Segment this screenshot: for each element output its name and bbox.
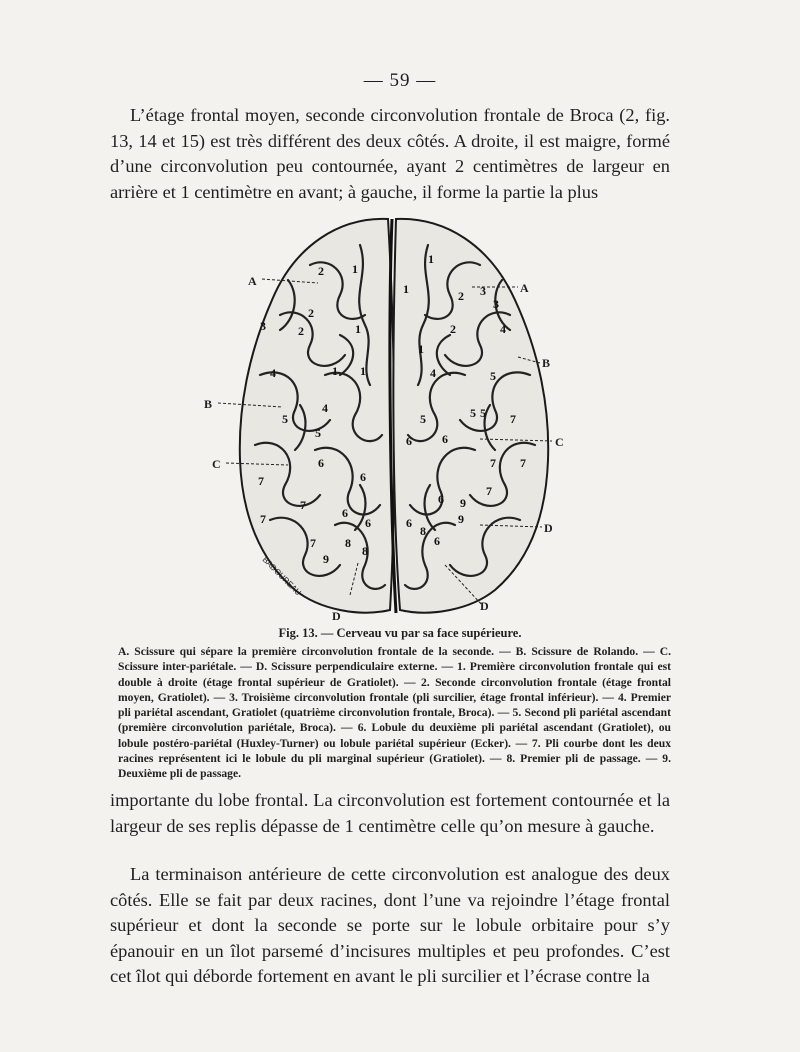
svg-text:7: 7	[510, 412, 516, 426]
svg-text:7: 7	[258, 474, 264, 488]
svg-text:8: 8	[362, 544, 368, 558]
svg-text:4: 4	[322, 401, 328, 415]
svg-text:7: 7	[310, 536, 316, 550]
top-paragraph: L’étage frontal moyen, seconde circonvolution frontale de Broca (2, fig. 13, 14 et 15) est très différent des deux côtés. A droite, il est maigre, formé d’une circonvolution peu contournée, ayant 2 centimètres de largeur en arrière et 1 centimètre en avant; à gauche, il forme la partie la plus	[110, 105, 670, 202]
svg-text:1: 1	[352, 262, 358, 276]
svg-text:1: 1	[332, 364, 338, 378]
svg-text:4: 4	[500, 322, 506, 336]
svg-text:6: 6	[360, 470, 366, 484]
label-d-bottom-left: D	[332, 609, 341, 623]
label-c-left: C	[212, 457, 221, 471]
svg-text:7: 7	[490, 456, 496, 470]
svg-text:2: 2	[318, 264, 324, 278]
svg-text:2: 2	[450, 322, 456, 336]
svg-text:3: 3	[260, 319, 266, 333]
svg-text:5: 5	[315, 426, 321, 440]
brain-illustration	[200, 205, 600, 625]
svg-text:8: 8	[420, 524, 426, 538]
svg-text:6: 6	[442, 432, 448, 446]
svg-text:9: 9	[323, 552, 329, 566]
label-b-left: B	[204, 397, 213, 411]
svg-text:2: 2	[458, 289, 464, 303]
label-d-right: D	[544, 521, 553, 535]
label-a-right: A	[520, 281, 529, 295]
svg-text:4: 4	[430, 366, 436, 380]
svg-text:6: 6	[434, 534, 440, 548]
svg-text:7: 7	[486, 484, 492, 498]
svg-text:5: 5	[480, 406, 486, 420]
engraver-signature: BADOUREAU	[260, 555, 303, 598]
svg-text:2: 2	[298, 324, 304, 338]
svg-text:1: 1	[403, 282, 409, 296]
svg-text:2: 2	[308, 306, 314, 320]
svg-text:1: 1	[360, 364, 366, 378]
svg-text:5: 5	[420, 412, 426, 426]
svg-text:8: 8	[345, 536, 351, 550]
label-c-right: C	[555, 435, 564, 449]
svg-text:5: 5	[470, 406, 476, 420]
svg-text:1: 1	[418, 342, 424, 356]
svg-text:6: 6	[365, 516, 371, 530]
figure-caption: Fig. 13. — Cerveau vu par sa face supérieure.	[278, 626, 522, 640]
svg-text:1: 1	[355, 322, 361, 336]
label-d-bottom-right: D	[480, 599, 489, 613]
bottom-paragraph-1: importante du lobe frontal. La circonvolution est fortement contournée et la largeur de ses replis dépasse de 1 centimètre celle qu’on mesure à gauche.	[110, 790, 670, 836]
svg-text:6: 6	[438, 492, 444, 506]
svg-text:6: 6	[342, 506, 348, 520]
svg-text:4: 4	[270, 366, 276, 380]
label-a-left: A	[248, 274, 257, 288]
svg-text:6: 6	[406, 434, 412, 448]
svg-text:5: 5	[490, 369, 496, 383]
svg-text:5: 5	[282, 412, 288, 426]
svg-text:6: 6	[318, 456, 324, 470]
svg-text:9: 9	[458, 512, 464, 526]
label-b-right: B	[542, 356, 551, 370]
svg-text:6: 6	[406, 516, 412, 530]
svg-text:3: 3	[493, 297, 499, 311]
svg-text:9: 9	[460, 496, 466, 510]
svg-text:7: 7	[260, 512, 266, 526]
svg-text:7: 7	[520, 456, 526, 470]
brain-figure	[200, 205, 600, 625]
figure-legend: A. Scissure qui sépare la première circonvolution frontale de la seconde. — B. Scissure de Rolando. — C. Scissure inter-pariétale. — D. Scissure perpendiculaire externe. — 1. Première circonvolution frontale qui est double à droite (étage frontal supérieur de Gratiolet). — 2. Seconde circonvolution frontale (étage frontal moyen, Gratiolet). — 3. Troisième circonvolution frontale (pli surcilier, étage frontal inférieur). — 4. Premier pli pariétal ascendant, Gratiolet (quatrième circonvolution frontale, Broca). — 5. Second pli pariétal ascendant (première circonvolution pariétale, Broca). — 6. Lobule du deuxième pli pariétal ascendant (Gratiolet), ou lobule postéro-pariétal (Huxley-Turner) ou lobule pariétal supérieur (Ecker). — 7. Pli courbe dont les deux racines représentent ici le lobule du pli marginal supérieur (Gratiolet). — 8. Premier pli de passage. — 9. Deuxième pli de passage.	[118, 645, 671, 781]
svg-text:1: 1	[428, 252, 434, 266]
svg-text:7: 7	[300, 498, 306, 512]
svg-text:3: 3	[480, 284, 486, 298]
bottom-paragraph-2: La terminaison antérieure de cette circonvolution est analogue des deux côtés. Elle se fait par deux racines, dont l’une va rejoindre l’étage frontal supérieur et dont la seconde se porte sur le lobule orbitaire pour s’y épanouir en un îlot parsemé d’incisures multiples et peu profondes. C’est cet îlot qui déborde fortement en avant le pli surcilier et l’écrase contre la	[110, 864, 670, 986]
page-number: — 59 —	[363, 70, 437, 91]
